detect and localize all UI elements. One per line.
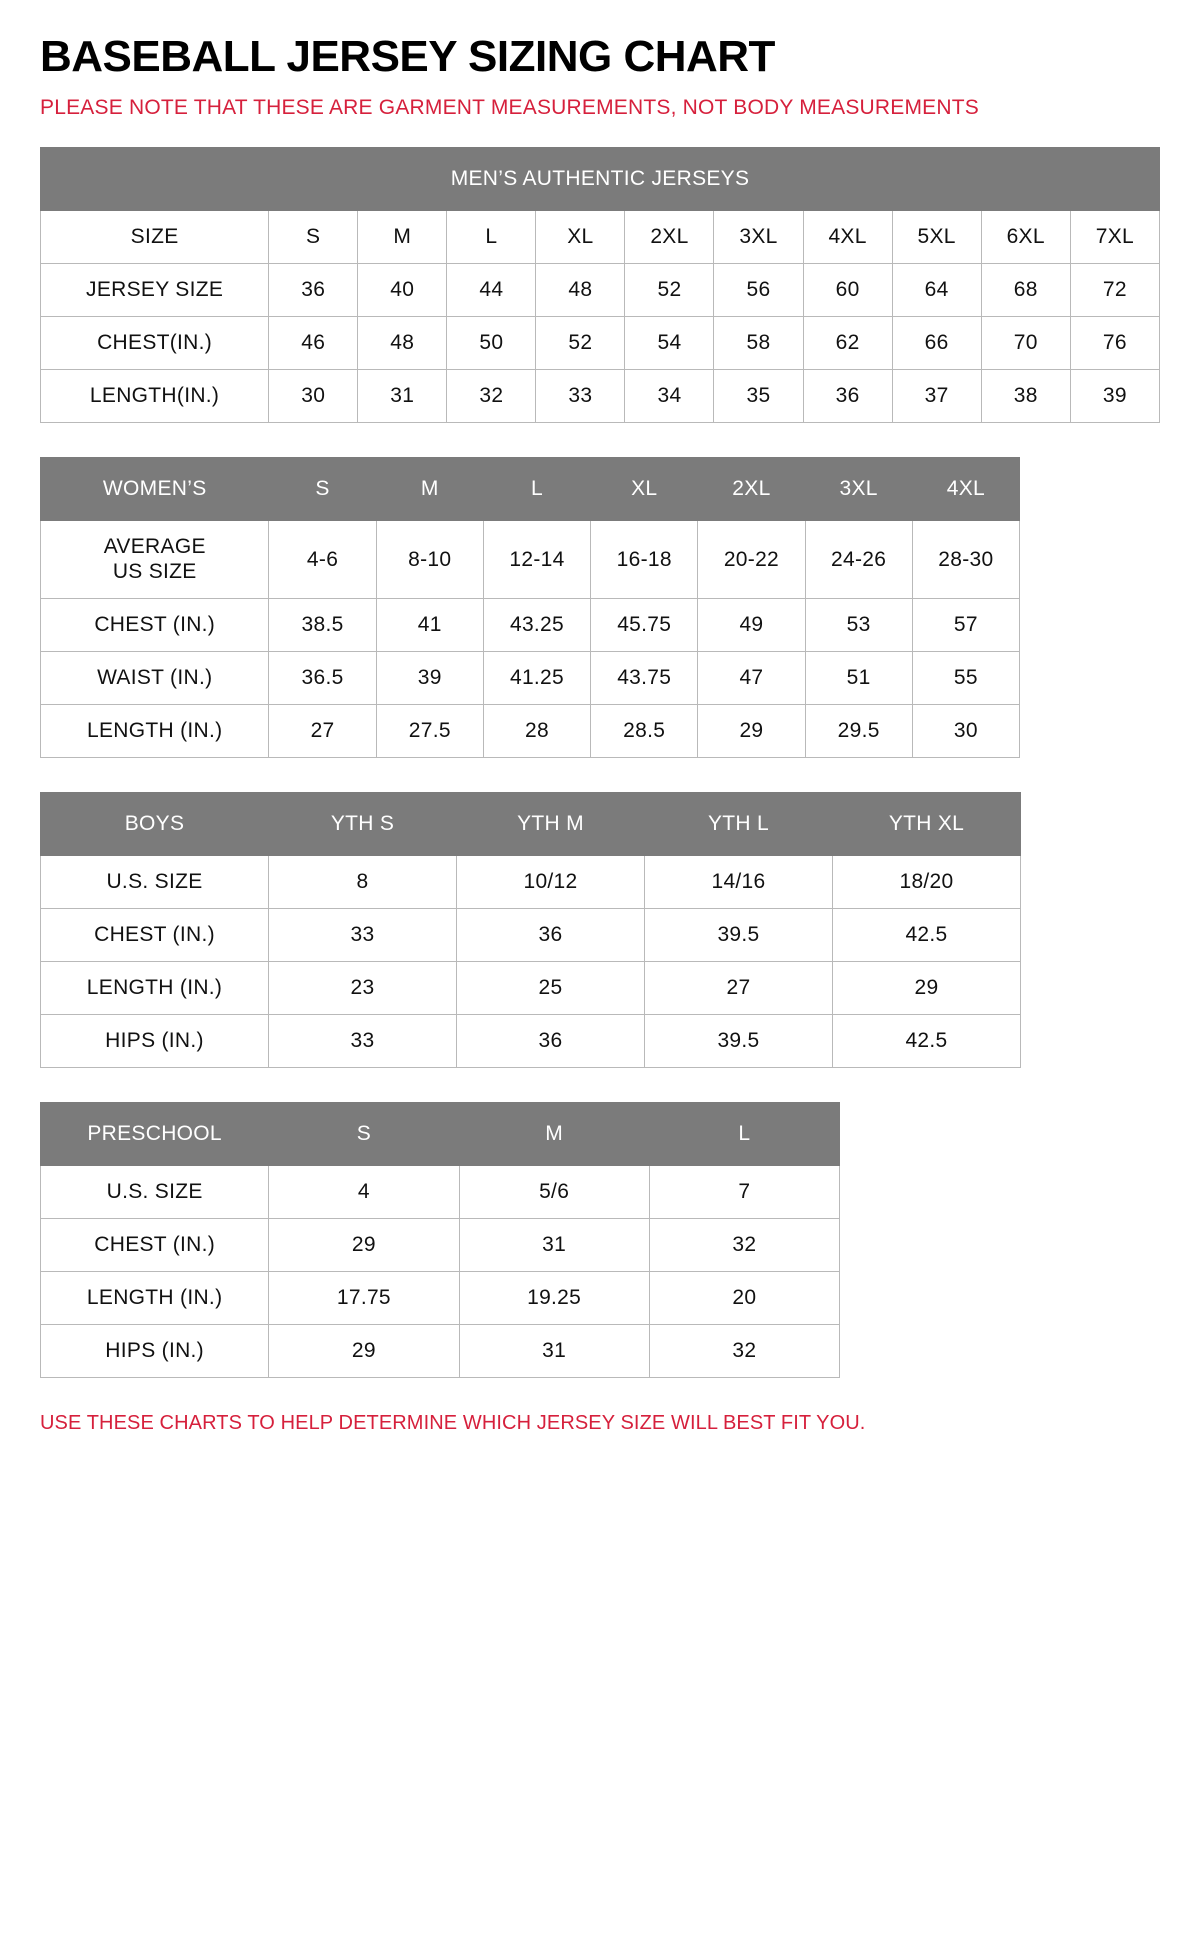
table-cell: 57 xyxy=(912,598,1019,651)
table-cell: 20 xyxy=(649,1271,839,1324)
column-header: 4XL xyxy=(803,211,892,264)
row-label-line1: AVERAGE xyxy=(103,535,206,559)
table-cell: 41 xyxy=(376,598,483,651)
table-cell: 30 xyxy=(269,370,358,423)
table-cell: 33 xyxy=(536,370,625,423)
table-cell: 29 xyxy=(833,961,1021,1014)
table-cell: 32 xyxy=(649,1324,839,1377)
column-header: S xyxy=(269,1102,459,1165)
row-label: CHEST (IN.) xyxy=(41,1218,269,1271)
table-cell: 48 xyxy=(358,317,447,370)
table-cell: 62 xyxy=(803,317,892,370)
column-header: XL xyxy=(591,458,698,521)
table-row xyxy=(41,317,1160,370)
table-cell: 25 xyxy=(457,961,645,1014)
column-header: YTH S xyxy=(269,792,457,855)
row-label: CHEST (IN.) xyxy=(41,598,269,651)
table-cell: 49 xyxy=(698,598,805,651)
row-label: LENGTH (IN.) xyxy=(41,1271,269,1324)
table-cell: 38.5 xyxy=(269,598,376,651)
table-cell: 28-30 xyxy=(912,521,1019,598)
table-cell: 60 xyxy=(803,264,892,317)
column-header: M xyxy=(376,458,483,521)
column-header: BOYS xyxy=(41,792,269,855)
table-cell: 4-6 xyxy=(269,521,376,598)
table-row xyxy=(41,1218,840,1271)
table-row xyxy=(41,264,1160,317)
table-cell: 23 xyxy=(269,961,457,1014)
table-cell: 64 xyxy=(892,264,981,317)
table-cell: 36 xyxy=(269,264,358,317)
table-cell: 28.5 xyxy=(591,704,698,757)
table-cell: 72 xyxy=(1070,264,1159,317)
column-header: 6XL xyxy=(981,211,1070,264)
table-cell: 28 xyxy=(483,704,590,757)
table-cell: 29.5 xyxy=(805,704,912,757)
table-cell: 29 xyxy=(269,1218,459,1271)
table-row xyxy=(41,961,1021,1014)
column-header: 2XL xyxy=(698,458,805,521)
table-row xyxy=(41,704,1020,757)
column-header: YTH XL xyxy=(833,792,1021,855)
table-cell: 35 xyxy=(714,370,803,423)
column-header: SIZE xyxy=(41,211,269,264)
mens-banner: MEN’S AUTHENTIC JERSEYS xyxy=(41,148,1160,211)
table-cell: 76 xyxy=(1070,317,1159,370)
table-cell: 10/12 xyxy=(457,855,645,908)
table-cell: 43.75 xyxy=(591,651,698,704)
table-cell: 53 xyxy=(805,598,912,651)
row-label: CHEST (IN.) xyxy=(41,908,269,961)
row-label: LENGTH (IN.) xyxy=(41,961,269,1014)
table-cell: 12-14 xyxy=(483,521,590,598)
table-cell: 18/20 xyxy=(833,855,1021,908)
page-title: BASEBALL JERSEY SIZING CHART xyxy=(40,32,775,81)
table-cell: 44 xyxy=(447,264,536,317)
table-cell: 39.5 xyxy=(645,1014,833,1067)
column-header: L xyxy=(649,1102,839,1165)
column-header: YTH L xyxy=(645,792,833,855)
table-cell: 51 xyxy=(805,651,912,704)
column-header: WOMEN’S xyxy=(41,458,269,521)
boys-sizing-table xyxy=(40,792,1021,1068)
table-cell: 56 xyxy=(714,264,803,317)
table-cell: 27 xyxy=(645,961,833,1014)
table-cell: 17.75 xyxy=(269,1271,459,1324)
footer-note: USE THESE CHARTS TO HELP DETERMINE WHICH JERSEY SIZE WILL BEST FIT YOU. xyxy=(40,1411,866,1434)
womens-sizing-table xyxy=(40,457,1020,757)
table-cell: 50 xyxy=(447,317,536,370)
table-cell: 20-22 xyxy=(698,521,805,598)
row-label: JERSEY SIZE xyxy=(41,264,269,317)
table-cell: 58 xyxy=(714,317,803,370)
table-row xyxy=(41,1014,1021,1067)
table-cell: 36.5 xyxy=(269,651,376,704)
table-cell: 36 xyxy=(803,370,892,423)
table-cell: 7 xyxy=(649,1165,839,1218)
column-header: S xyxy=(269,458,376,521)
table-cell: 32 xyxy=(447,370,536,423)
table-cell: 47 xyxy=(698,651,805,704)
table-cell: 66 xyxy=(892,317,981,370)
table-cell: 5/6 xyxy=(459,1165,649,1218)
table-cell: 36 xyxy=(457,1014,645,1067)
table-row xyxy=(41,521,1020,598)
table-header-row xyxy=(41,1102,840,1165)
row-label: WAIST (IN.) xyxy=(41,651,269,704)
table-row xyxy=(41,855,1021,908)
table-cell: 33 xyxy=(269,1014,457,1067)
column-header: M xyxy=(358,211,447,264)
table-cell: 70 xyxy=(981,317,1070,370)
column-header: 3XL xyxy=(805,458,912,521)
table-cell: 48 xyxy=(536,264,625,317)
column-header: PRESCHOOL xyxy=(41,1102,269,1165)
table-cell: 27 xyxy=(269,704,376,757)
table-cell: 29 xyxy=(698,704,805,757)
table-cell: 42.5 xyxy=(833,908,1021,961)
table-cell: 8-10 xyxy=(376,521,483,598)
table-banner-row xyxy=(41,148,1160,211)
table-cell: 38 xyxy=(981,370,1070,423)
table-cell: 39 xyxy=(1070,370,1159,423)
column-header: XL xyxy=(536,211,625,264)
table-cell: 54 xyxy=(625,317,714,370)
column-header: S xyxy=(269,211,358,264)
table-row xyxy=(41,1165,840,1218)
table-cell: 24-26 xyxy=(805,521,912,598)
row-label-line2: US SIZE xyxy=(112,559,197,583)
column-header: 7XL xyxy=(1070,211,1159,264)
column-header: 2XL xyxy=(625,211,714,264)
column-header: 3XL xyxy=(714,211,803,264)
table-cell: 34 xyxy=(625,370,714,423)
column-header: 5XL xyxy=(892,211,981,264)
table-header-row xyxy=(41,211,1160,264)
table-header-row xyxy=(41,792,1021,855)
table-cell: 16-18 xyxy=(591,521,698,598)
table-row xyxy=(41,908,1021,961)
table-cell: 68 xyxy=(981,264,1070,317)
table-row xyxy=(41,370,1160,423)
table-cell: 33 xyxy=(269,908,457,961)
table-cell: 40 xyxy=(358,264,447,317)
table-row xyxy=(41,651,1020,704)
column-header: L xyxy=(447,211,536,264)
table-cell: 39 xyxy=(376,651,483,704)
table-cell: 27.5 xyxy=(376,704,483,757)
table-row xyxy=(41,1324,840,1377)
column-header: YTH M xyxy=(457,792,645,855)
table-cell: 31 xyxy=(358,370,447,423)
table-row xyxy=(41,598,1020,651)
table-cell: 43.25 xyxy=(483,598,590,651)
table-cell: 32 xyxy=(649,1218,839,1271)
table-cell: 55 xyxy=(912,651,1019,704)
row-label: LENGTH(IN.) xyxy=(41,370,269,423)
row-label: U.S. SIZE xyxy=(41,1165,269,1218)
row-label: HIPS (IN.) xyxy=(41,1324,269,1377)
column-header: 4XL xyxy=(912,458,1019,521)
table-cell: 30 xyxy=(912,704,1019,757)
table-cell: 8 xyxy=(269,855,457,908)
page-subtitle: PLEASE NOTE THAT THESE ARE GARMENT MEASUREMENTS, NOT BODY MEASUREMENTS xyxy=(40,96,979,120)
table-cell: 45.75 xyxy=(591,598,698,651)
table-cell: 14/16 xyxy=(645,855,833,908)
table-cell: 36 xyxy=(457,908,645,961)
table-row xyxy=(41,1271,840,1324)
row-label: U.S. SIZE xyxy=(41,855,269,908)
column-header: M xyxy=(459,1102,649,1165)
column-header: L xyxy=(483,458,590,521)
table-cell: 4 xyxy=(269,1165,459,1218)
table-cell: 39.5 xyxy=(645,908,833,961)
table-cell: 31 xyxy=(459,1324,649,1377)
table-header-row xyxy=(41,458,1020,521)
row-label xyxy=(41,521,269,598)
table-cell: 46 xyxy=(269,317,358,370)
table-cell: 41.25 xyxy=(483,651,590,704)
table-cell: 29 xyxy=(269,1324,459,1377)
row-label: HIPS (IN.) xyxy=(41,1014,269,1067)
table-cell: 37 xyxy=(892,370,981,423)
table-cell: 52 xyxy=(625,264,714,317)
table-cell: 19.25 xyxy=(459,1271,649,1324)
table-cell: 52 xyxy=(536,317,625,370)
row-label: LENGTH (IN.) xyxy=(41,704,269,757)
mens-sizing-table xyxy=(40,147,1160,423)
table-cell: 42.5 xyxy=(833,1014,1021,1067)
preschool-sizing-table xyxy=(40,1102,840,1378)
row-label: CHEST(IN.) xyxy=(41,317,269,370)
table-cell: 31 xyxy=(459,1218,649,1271)
